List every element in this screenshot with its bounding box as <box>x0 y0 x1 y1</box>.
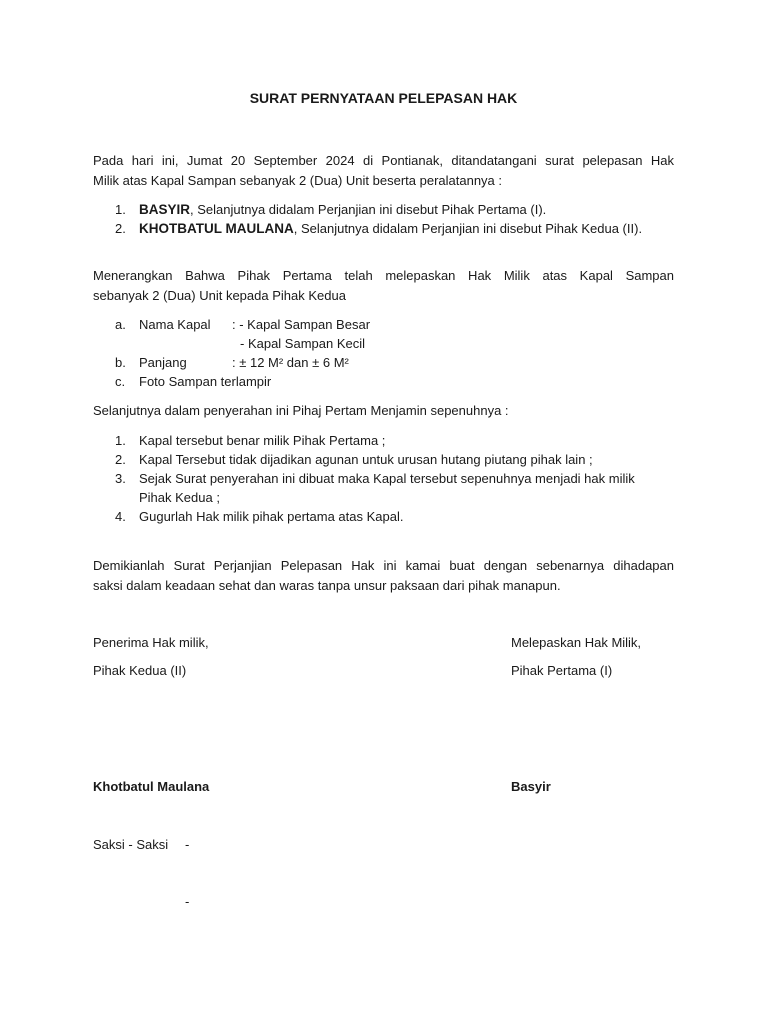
guarantee-text: Sejak Surat penyerahan ini dibuat maka Kapal tersebut sepenuhnya menjadi hak milik <box>139 471 635 486</box>
closing-paragraph <box>93 556 674 596</box>
details-list <box>93 315 674 391</box>
recipient-role: Penerima Hak milik, <box>93 635 209 650</box>
parties-list <box>93 200 674 238</box>
releaser-party: Pihak Pertama (I) <box>511 663 613 678</box>
list-letter: a. <box>115 317 126 332</box>
witness-line-2: - <box>185 894 190 909</box>
statement-paragraph <box>93 266 674 306</box>
statement-line-1: Menerangkan Bahwa Pihak Pertama telah melepaskan Hak Milik atas Kapal Sampan <box>93 268 674 283</box>
party-description: , Selanjutnya didalam Perjanjian ini disebut Pihak Kedua (II). <box>293 221 643 236</box>
witness-line-1: - <box>185 837 190 852</box>
witness-label: Saksi - Saksi <box>93 837 169 852</box>
list-number: 2. <box>115 221 126 236</box>
intro-paragraph <box>93 151 674 191</box>
guarantee-intro: Selanjutnya dalam penyerahan ini Pihaj Pertam Menjamin sepenuhnya : <box>93 403 509 418</box>
guarantee-text: Kapal Tersebut tidak dijadikan agunan untuk urusan hutang piutang pihak lain ; <box>139 452 593 467</box>
list-item <box>93 353 674 372</box>
list-item <box>93 315 674 353</box>
party-name: KHOTBATUL MAULANA <box>139 221 294 236</box>
list-letter: b. <box>115 355 126 370</box>
closing-line-2: saksi dalam keadaan sehat dan waras tanpa unsur paksaan dari pihak manapun. <box>93 578 561 593</box>
intro-line-2: Milik atas Kapal Sampan sebanyak 2 (Dua) Unit beserta peralatannya : <box>93 173 502 188</box>
list-number: 3. <box>115 471 126 486</box>
guarantee-text: Kapal tersebut benar milik Pihak Pertama ; <box>139 433 386 448</box>
intro-line-1: Pada hari ini, Jumat 20 September 2024 di Pontianak, ditandatangani surat pelepasan Hak <box>93 153 674 168</box>
detail-label: Nama Kapal <box>139 317 211 332</box>
detail-label: Panjang <box>139 355 187 370</box>
detail-value-continued: - Kapal Sampan Kecil <box>240 336 366 351</box>
document-page <box>93 0 674 1024</box>
list-number: 1. <box>115 202 126 217</box>
party-description: , Selanjutnya didalam Perjanjian ini disebut Pihak Pertama (I). <box>190 202 547 217</box>
list-letter: c. <box>115 374 126 389</box>
list-item <box>93 450 674 469</box>
releaser-role: Melepaskan Hak Milik, <box>511 635 642 650</box>
list-item <box>93 372 674 391</box>
guarantee-text-continued: Pihak Kedua ; <box>139 490 220 505</box>
detail-value: : - Kapal Sampan Besar <box>232 317 371 332</box>
detail-value: : ± 12 M² dan ± 6 M² <box>232 355 349 370</box>
list-number: 2. <box>115 452 126 467</box>
guarantee-text: Gugurlah Hak milik pihak pertama atas Kapal. <box>139 509 404 524</box>
list-item <box>93 219 674 238</box>
guarantees-list <box>93 431 674 526</box>
list-item <box>93 431 674 450</box>
closing-line-1: Demikianlah Surat Perjanjian Pelepasan Hak ini kamai buat dengan sebenarnya dihadapan <box>93 558 674 573</box>
releaser-name: Basyir <box>511 779 551 794</box>
list-number: 1. <box>115 433 126 448</box>
detail-label: Foto Sampan terlampir <box>139 374 272 389</box>
statement-line-2: sebanyak 2 (Dua) Unit kepada Pihak Kedua <box>93 288 346 303</box>
list-item <box>93 507 674 526</box>
list-number: 4. <box>115 509 126 524</box>
list-item <box>93 200 674 219</box>
list-item <box>93 469 674 507</box>
recipient-name: Khotbatul Maulana <box>93 779 210 794</box>
document-title: SURAT PERNYATAAN PELEPASAN HAK <box>249 90 518 106</box>
recipient-party: Pihak Kedua (II) <box>93 663 187 678</box>
party-name: BASYIR <box>139 202 191 217</box>
